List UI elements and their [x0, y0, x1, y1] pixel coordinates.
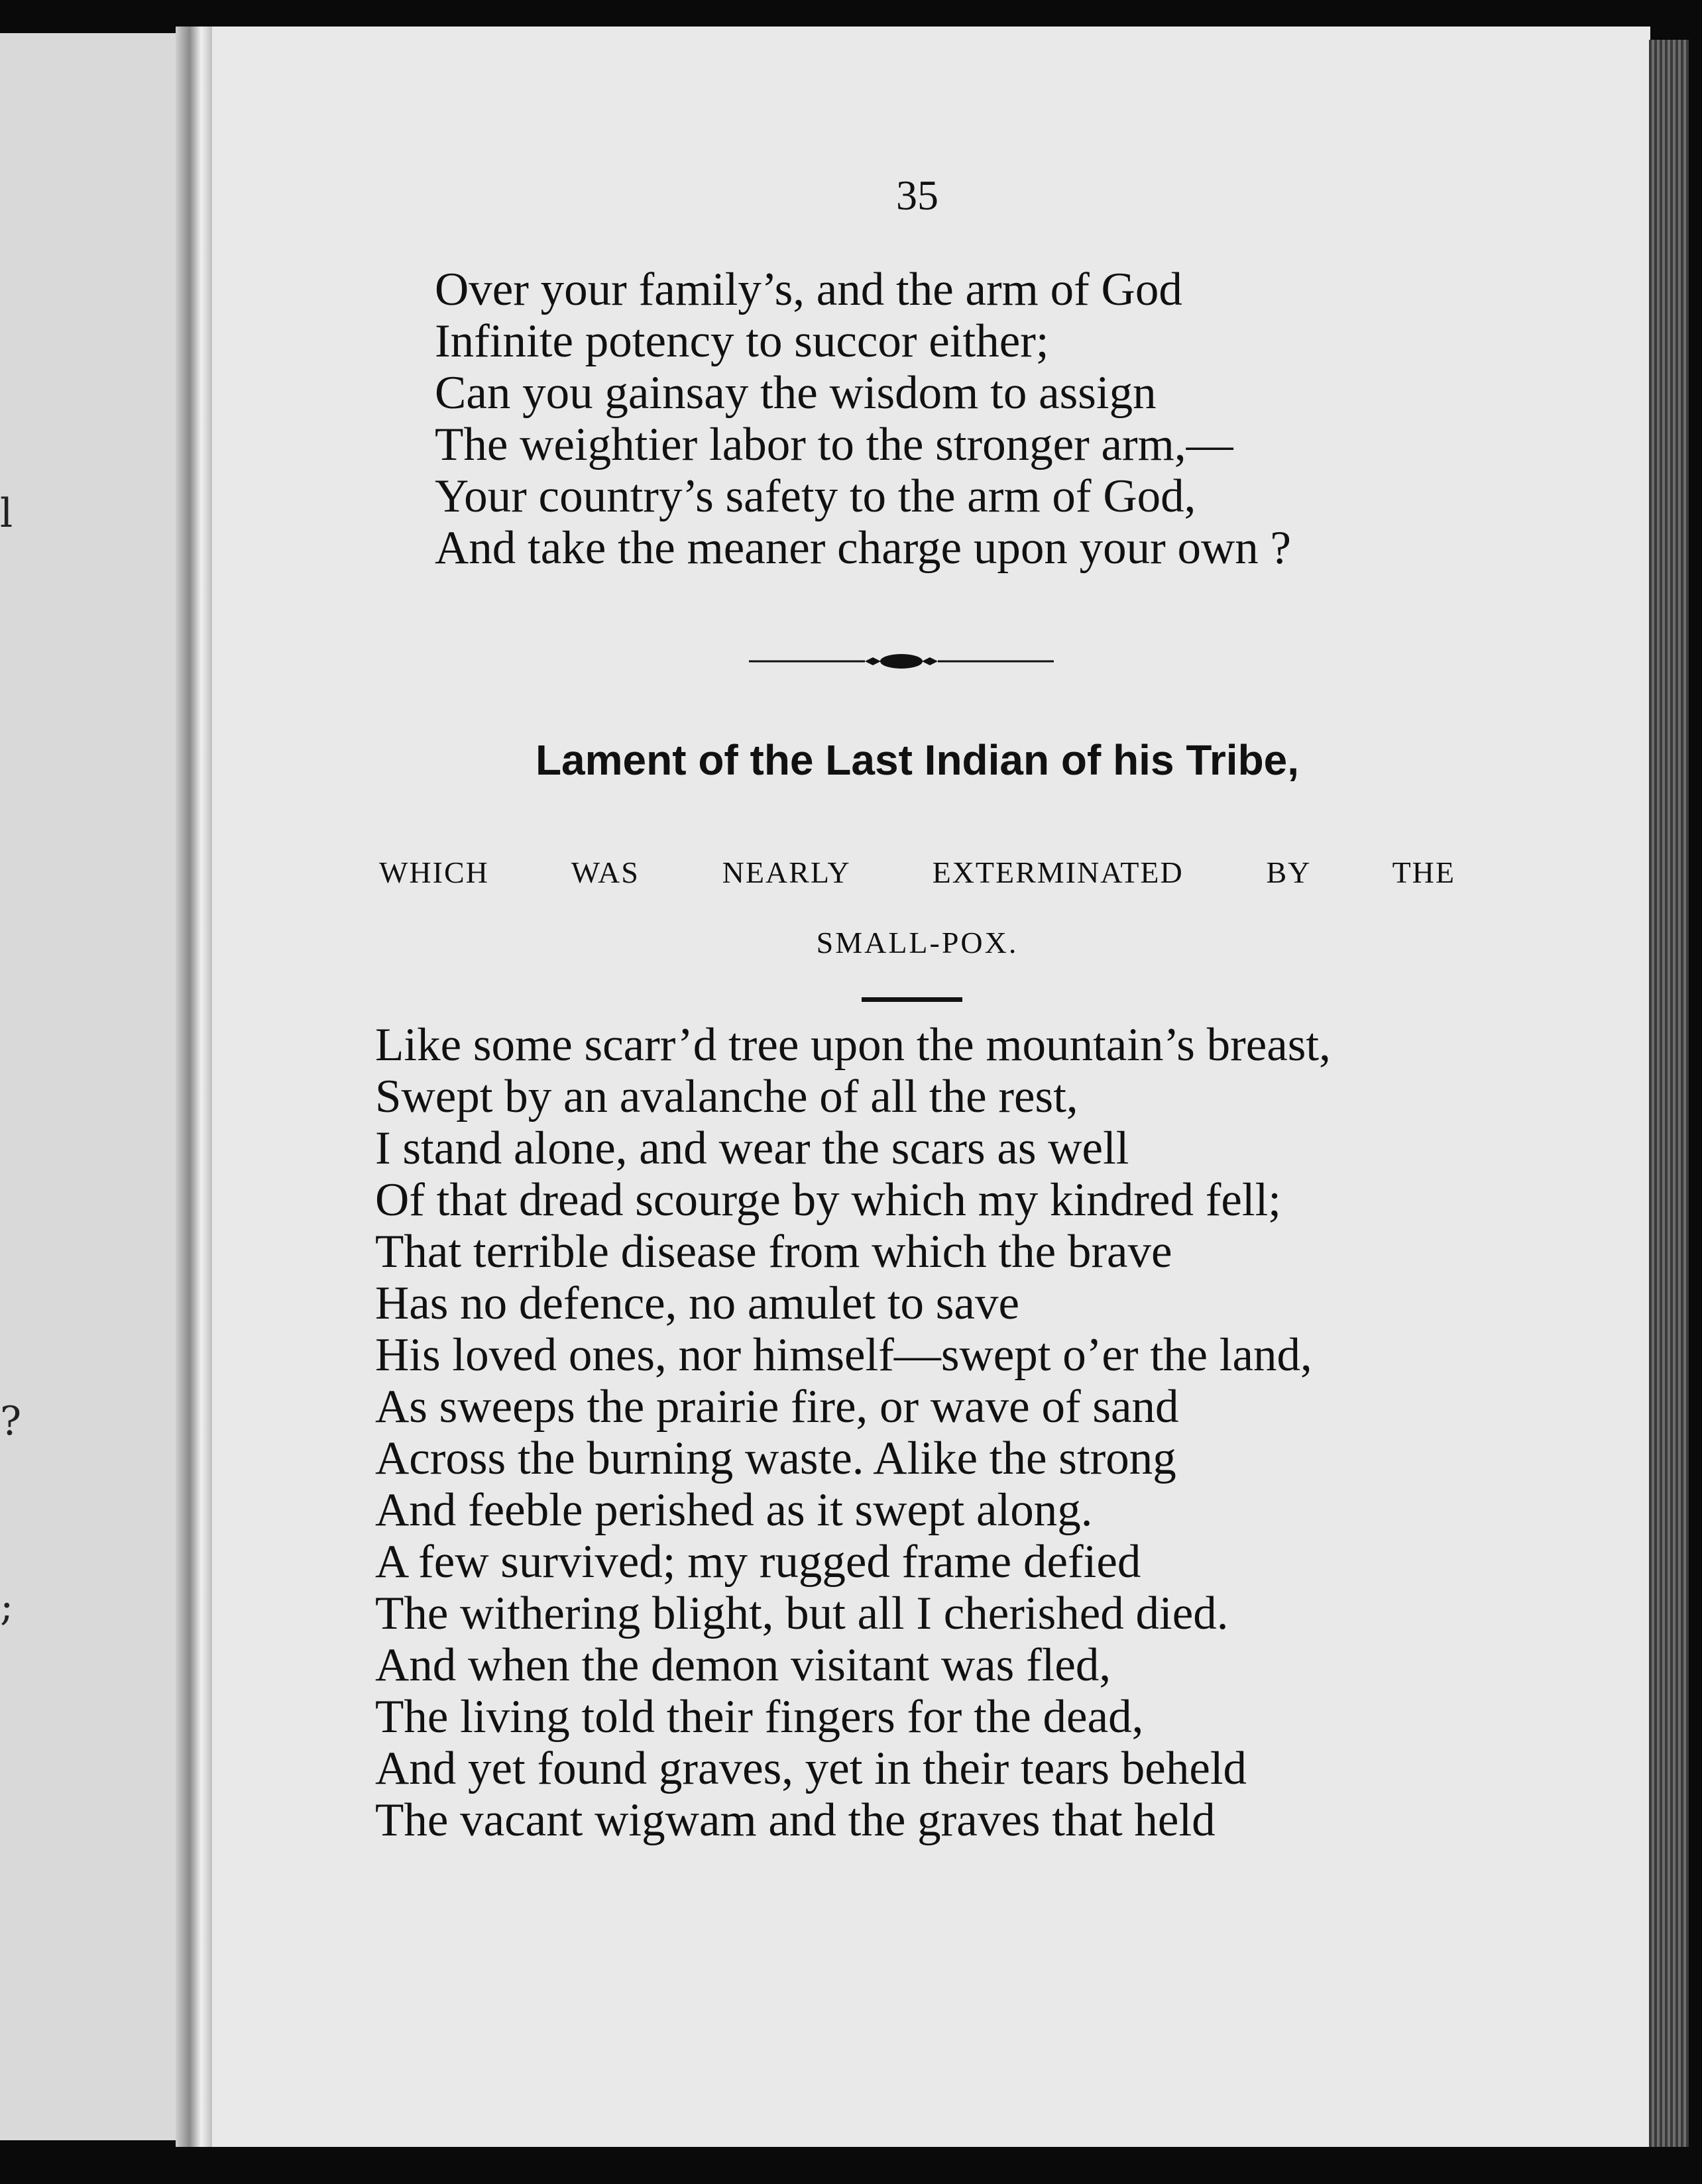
poem-line: And feeble perished as it swept along. [375, 1484, 1093, 1536]
poem-line: A few survived; my rugged frame defied [375, 1536, 1141, 1588]
poem-line: Swept by an avalanche of all the rest, [375, 1071, 1078, 1122]
poem-line: His loved ones, nor himself—swept o’er the land, [375, 1329, 1312, 1381]
page-number: 35 [896, 172, 938, 219]
poem-line: And yet found graves, yet in their tears beheld [375, 1743, 1247, 1794]
poem-line: The vacant wigwam and the graves that held [375, 1794, 1216, 1846]
poem-line: Has no defence, no amulet to save [375, 1278, 1019, 1329]
poem-line: Can you gainsay the wisdom to assign [435, 367, 1157, 419]
page-edge [1649, 40, 1689, 2147]
poem-title: Lament of the Last Indian of his Tribe, [535, 736, 1300, 784]
facing-page [0, 33, 186, 2140]
poem-line: And take the meaner charge upon your own ? [435, 522, 1292, 574]
poem-subtitle-continued: SMALL-POX. [816, 926, 1019, 959]
previous-poem-stanza [435, 264, 1291, 574]
poem-body [375, 1019, 1331, 1846]
poem-line: Infinite potency to succor either; [435, 315, 1049, 367]
poem-line: The weightier labor to the stronger arm,— [435, 419, 1233, 470]
poem-line: Like some scarr’d tree upon the mountain’s breast, [375, 1019, 1331, 1071]
poem-line: Over your family’s, and the arm of God [435, 264, 1182, 315]
poem-line: And when the demon visitant was fled, [375, 1639, 1111, 1691]
poem-line: The living told their fingers for the dead, [375, 1691, 1144, 1743]
poem-line: As sweeps the prairie fire, or wave of sand [375, 1381, 1179, 1433]
poem-line: That terrible disease from which the brave [375, 1226, 1172, 1278]
poem-line: The withering blight, but all I cherished died. [375, 1588, 1229, 1639]
section-ornament [749, 648, 1054, 675]
poem-subtitle: WHICH WAS NEARLY EXTERMINATED BY THE [379, 855, 1455, 889]
poem-line: Your country’s safety to the arm of God, [435, 470, 1196, 522]
facing-page-fragment: ? [0, 1398, 22, 1445]
facing-page-fragment: ; [0, 1584, 14, 1630]
title-rule [862, 997, 962, 1002]
poem-line: Across the burning waste. Alike the strong [375, 1433, 1176, 1484]
facing-page-text-fragments [0, 33, 186, 2140]
poem-line: Of that dread scourge by which my kindred fell; [375, 1174, 1282, 1226]
facing-page-fragment: l [0, 490, 13, 537]
poem-line: I stand alone, and wear the scars as well [375, 1122, 1129, 1174]
